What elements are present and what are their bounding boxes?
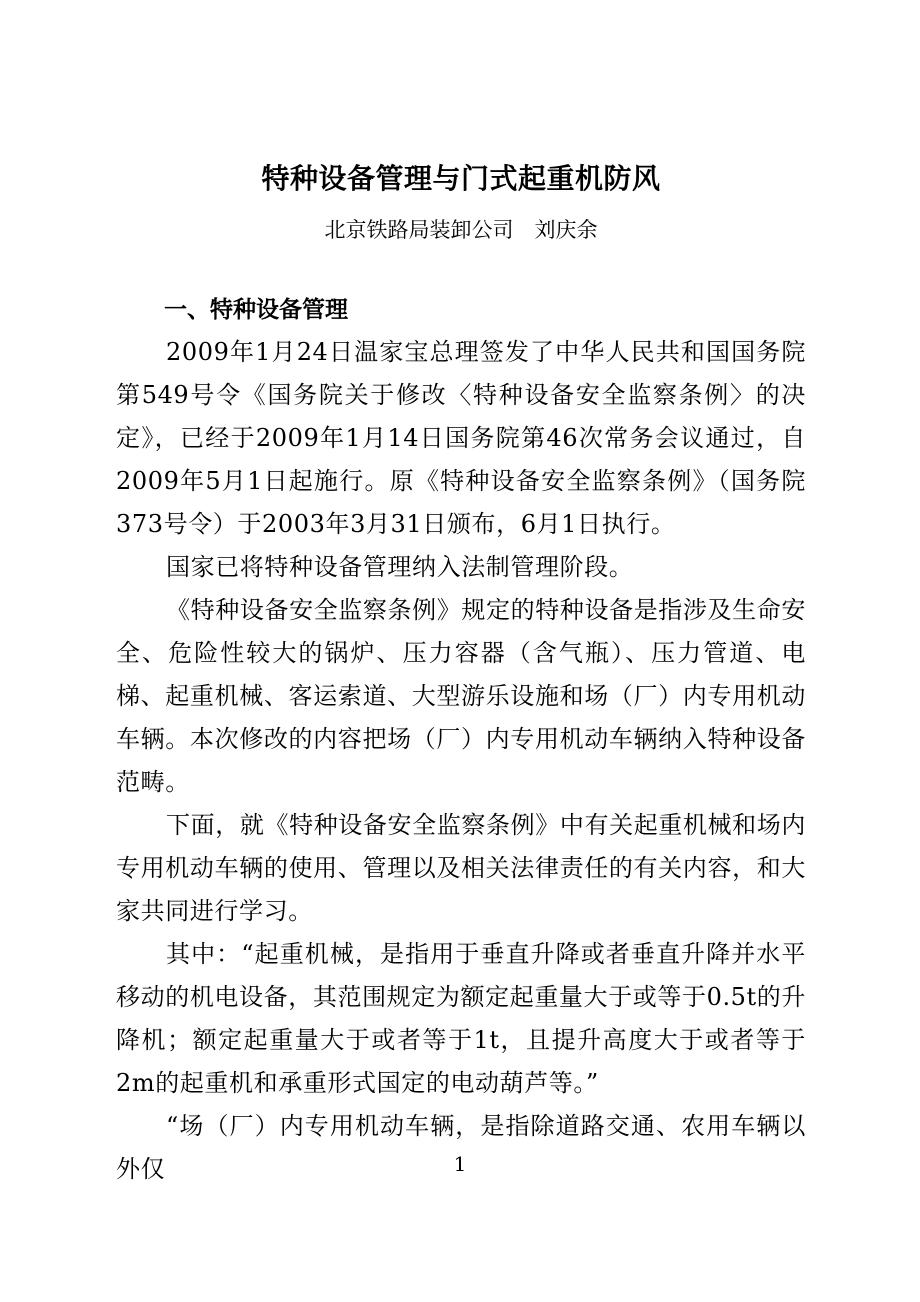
body-paragraph: 《特种设备安全监察条例》规定的特种设备是指涉及生命安全、危险性较大的锅炉、压力容器（含气瓶）、压力管道、电梯、起重机械、客运索道、大型游乐设施和场（厂）内专用机动车辆。本次修改的内容把场（厂）内专用机动车辆纳入特种设备范畴。 — [116, 596, 806, 796]
body-paragraph: 下面，就《特种设备安全监察条例》中有关起重机械和场内专用机动车辆的使用、管理以及相关法律责任的有关内容，和大家共同进行学习。 — [116, 811, 806, 925]
page-title: 特种设备管理与门式起重机防风 — [261, 163, 661, 194]
page-number: 1 — [453, 1152, 467, 1176]
body-paragraph: 其中：“起重机械，是指用于垂直升降或者垂直升降并水平移动的机电设备，其范围规定为额定起重量大于或等于0.5t的升降机；额定起重量大于或者等于1t，且提升高度大于或者等于2m的起重机和承重形式国定的电动葫芦等。” — [116, 940, 806, 1097]
document-content — [116, 0, 806, 1191]
body-paragraph: 2009年1月24日温家宝总理签发了中华人民共和国国务院第549号令《国务院关于修改〈特种设备安全监察条例〉的决定》，已经于2009年1月14日国务院第46次常务会议通过，自2009年5月1日起施行。原《特种设备安全监察条例》（国务院373号令）于2003年3月31日颁布，6月1日执行。 — [116, 338, 806, 538]
section-heading-1: 一、特种设备管理 — [164, 296, 348, 322]
document-byline: 北京铁路局装卸公司 刘庆余 — [324, 219, 598, 242]
body-paragraph: 国家已将特种设备管理纳入法制管理阶段。 — [166, 553, 634, 581]
body-paragraph: “场（厂）内专用机动车辆，是指除道路交通、农用车辆以外仅 — [116, 1112, 806, 1183]
